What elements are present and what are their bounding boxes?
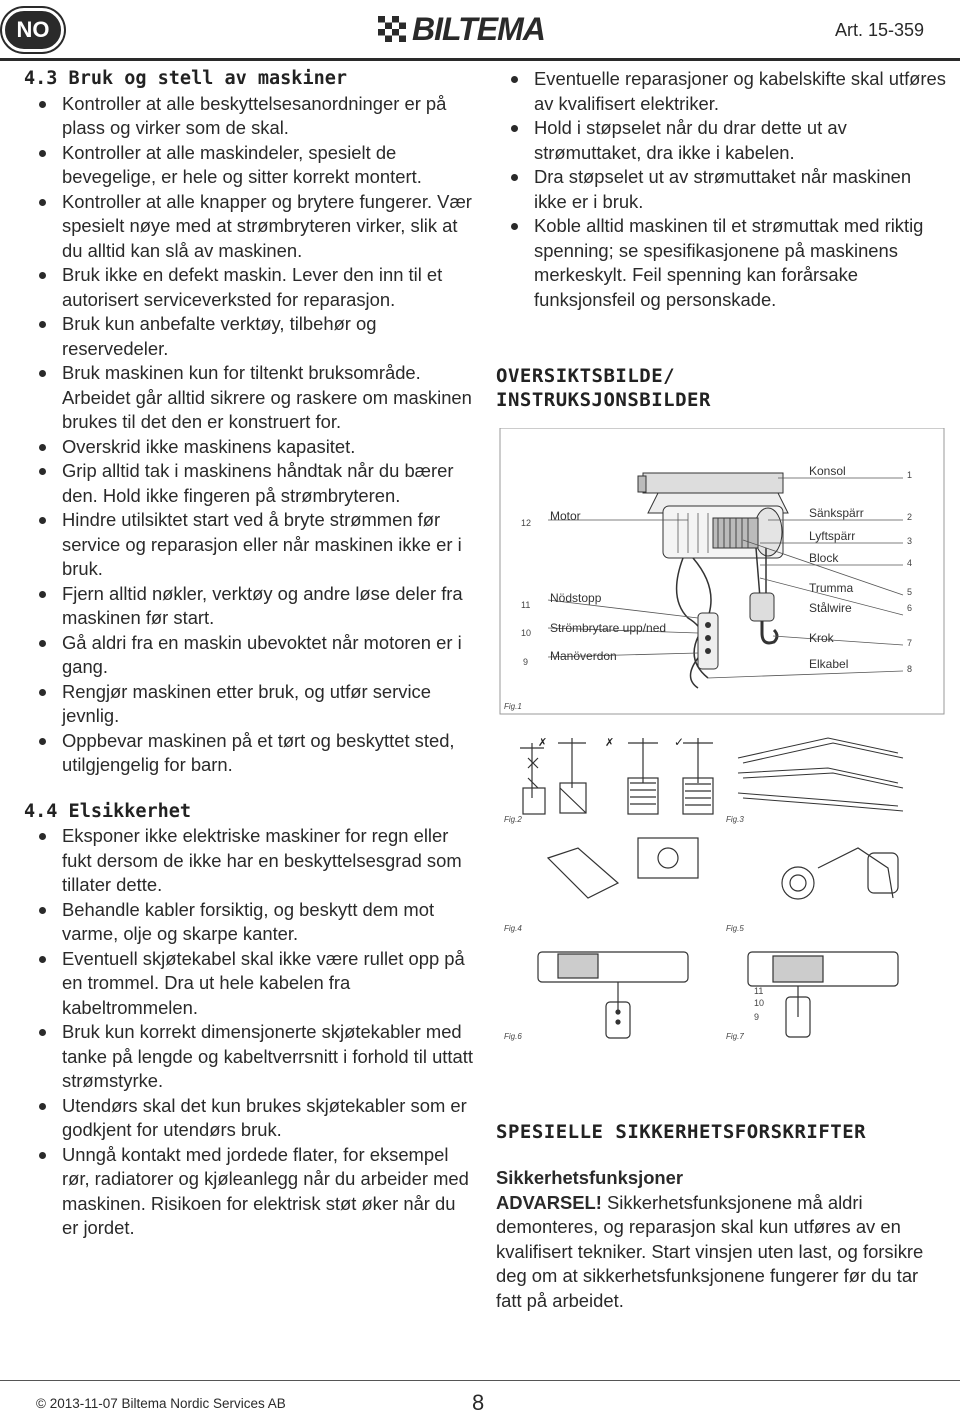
part-number-5: 5	[907, 587, 913, 597]
list-item: Hindre utilsiktet start ved å bryte strømmen før service og reparasjon eller når maskinen ikke er i bruk.	[24, 508, 476, 582]
label-nodstopp: Nödstopp	[550, 591, 602, 605]
list-item: Bruk maskinen kun for tiltenkt bruksområde. Arbeidet går alltid sikrere og raskere om maskinen brukes til det den er konstruert for.	[24, 361, 476, 435]
list-item: Koble alltid maskinen til et strømuttak med riktig spenning; se spesifikasjonene på maskinens merkeskylt. Feil spenning kan forårsake funksjonsfeil og personskade.	[496, 214, 946, 312]
fig-caption-3: Fig.3	[726, 815, 744, 824]
section-4-4-title: 4.4 Elsikkerhet	[24, 800, 192, 822]
hoist-operation-illustration	[498, 942, 946, 1052]
label-motor: Motor	[550, 509, 581, 523]
overview-heading-line-2: INSTRUKSJONSBILDER	[496, 389, 711, 411]
fig-caption-1: Fig.1	[504, 702, 522, 711]
fig-caption-5: Fig.5	[726, 924, 744, 933]
list-item: Grip alltid tak i maskinens håndtak når du bærer den. Hold ikke fingeren på strømbryteren.	[24, 459, 476, 508]
safety-functions-section	[496, 1166, 946, 1313]
detail-number-9: 9	[754, 1012, 760, 1022]
part-number-6: 6	[907, 603, 913, 613]
special-safety-heading: SPESIELLE SIKKERHETSFORSKRIFTER	[496, 1121, 867, 1143]
overview-heading	[496, 364, 711, 412]
list-item: Dra støpselet ut av strømuttaket når maskinen ikke er i bruk.	[496, 165, 946, 214]
hoist-illustration	[498, 428, 946, 948]
fig-caption-4: Fig.4	[504, 924, 522, 933]
part-number-3: 3	[907, 536, 913, 546]
right-column	[496, 67, 946, 312]
detail-number-11: 11	[754, 986, 764, 996]
page-number: 8	[472, 1390, 485, 1414]
list-item: Fjern alltid nøkler, verktøy og andre løse deler fra maskinen før start.	[24, 582, 476, 631]
list-item: Eventuelle reparasjoner og kabelskifte skal utføres av kvalifisert elektriker.	[496, 67, 946, 116]
detail-number-10: 10	[754, 998, 765, 1008]
label-lyftspar: Lyftspärr	[809, 529, 856, 543]
fig-caption-6: Fig.6	[504, 1032, 522, 1041]
list-item: Rengjør maskinen etter bruk, og utfør service jevnlig.	[24, 680, 476, 729]
left-column	[24, 67, 476, 1241]
instruction-figures-lower	[498, 942, 946, 1052]
list-item: Behandle kabler forsiktig, og beskytt dem mot varme, olje og skarpe kanter.	[24, 898, 476, 947]
list-item: Bruk ikke en defekt maskin. Lever den inn til et autorisert serviceverksted for reparasjon.	[24, 263, 476, 312]
section-4-3-title: 4.3 Bruk og stell av maskiner	[24, 68, 348, 89]
section-4-3-list	[24, 92, 476, 778]
biltema-logo	[378, 10, 545, 47]
label-elkabel: Elkabel	[809, 657, 849, 671]
list-item: Kontroller at alle maskindeler, spesielt de bevegelige, er hele og sitter korrekt montert.	[24, 141, 476, 190]
svg-text:✗: ✗	[538, 737, 548, 749]
list-item: Eventuell skjøtekabel skal ikke være rullet opp på en trommel. Dra ut hele kabelen fra kabeltrommelen.	[24, 947, 476, 1021]
checker-flag-icon	[378, 16, 406, 42]
list-item: Overskrid ikke maskinens kapasitet.	[24, 435, 476, 460]
section-4-4-list	[24, 824, 476, 1241]
list-item: Utendørs skal det kun brukes skjøtekabler som er godkjent for utendørs bruk.	[24, 1094, 476, 1143]
part-number-10: 10	[521, 628, 532, 638]
label-block: Block	[809, 551, 839, 565]
svg-text:✗: ✗	[605, 737, 615, 749]
warning-label: ADVARSEL!	[496, 1191, 602, 1213]
header-divider	[0, 58, 960, 61]
instruction-figures	[498, 428, 946, 948]
label-trumma: Trumma	[809, 581, 854, 595]
list-item: Kontroller at alle beskyttelsesanordninger er på plass og virker som de skal.	[24, 92, 476, 141]
svg-text:✓: ✓	[674, 735, 685, 749]
list-item: Hold i støpselet når du drar dette ut av strømuttaket, dra ikke i kabelen.	[496, 116, 946, 165]
part-number-2: 2	[907, 512, 913, 522]
part-number-9: 9	[523, 657, 529, 667]
warning-text: Sikkerhetsfunksjonene må aldri demonteres, og reparasjon skal kun utføres av en kvalifisert tekniker. Start vinsjen uten last, og forsikre deg om at sikkerhetsfunksjonene fungerer før du tar fatt på arbeidet.	[496, 1191, 924, 1311]
part-number-11: 11	[521, 600, 531, 610]
label-manoverdon: Manöverdon	[550, 649, 617, 663]
fig-caption-2: Fig.2	[504, 815, 522, 824]
copyright: © 2013-11-07 Biltema Nordic Services AB	[36, 1396, 286, 1411]
list-item: Oppbevar maskinen på et tørt og beskyttet sted, utilgjengelig for barn.	[24, 729, 476, 778]
part-number-1: 1	[907, 470, 913, 480]
label-konsol: Konsol	[809, 464, 846, 478]
label-krok: Krok	[809, 631, 834, 645]
brand-name: BILTEMA	[412, 10, 545, 47]
part-number-4: 4	[907, 558, 913, 568]
list-item: Unngå kontakt med jordede flater, for eksempel rør, radiatorer og kjøleanlegg når du arbeider med maskinen. Risikoen for elektrisk støt øker når du er jordet.	[24, 1143, 476, 1241]
safety-functions-text	[496, 1191, 946, 1314]
label-sankspar: Sänkspärr	[809, 506, 864, 520]
list-item: Bruk kun korrekt dimensjonerte skjøtekabler med tanke på lengde og kabeltverrsnitt i forhold til uttatt strømstyrke.	[24, 1020, 476, 1094]
fig-caption-7: Fig.7	[726, 1032, 744, 1041]
label-stalwire: Stålwire	[809, 601, 852, 615]
article-number: Art. 15-359	[834, 20, 924, 40]
overview-heading-line-1: OVERSIKTSBILDE/	[496, 365, 676, 387]
part-number-7: 7	[907, 638, 913, 648]
list-item: Gå aldri fra en maskin ubevoktet når motoren er i gang.	[24, 631, 476, 680]
footer-divider	[0, 1380, 960, 1381]
language-badge: NO	[2, 8, 64, 52]
part-number-12: 12	[521, 518, 532, 528]
safety-functions-subheading: Sikkerhetsfunksjoner	[496, 1167, 684, 1188]
electrical-safety-list	[496, 67, 946, 312]
label-strombrytare: Strömbrytare upp/ned	[550, 621, 667, 635]
list-item: Kontroller at alle knapper og brytere fungerer. Vær spesielt nøye med at strømbryteren virker, slik at du alltid kan slå av maskinen.	[24, 190, 476, 264]
list-item: Eksponer ikke elektriske maskiner for regn eller fukt dersom de ikke har en beskyttelsesgrad som tillater dette.	[24, 824, 476, 898]
part-number-8: 8	[907, 664, 913, 674]
list-item: Bruk kun anbefalte verktøy, tilbehør og reservedeler.	[24, 312, 476, 361]
